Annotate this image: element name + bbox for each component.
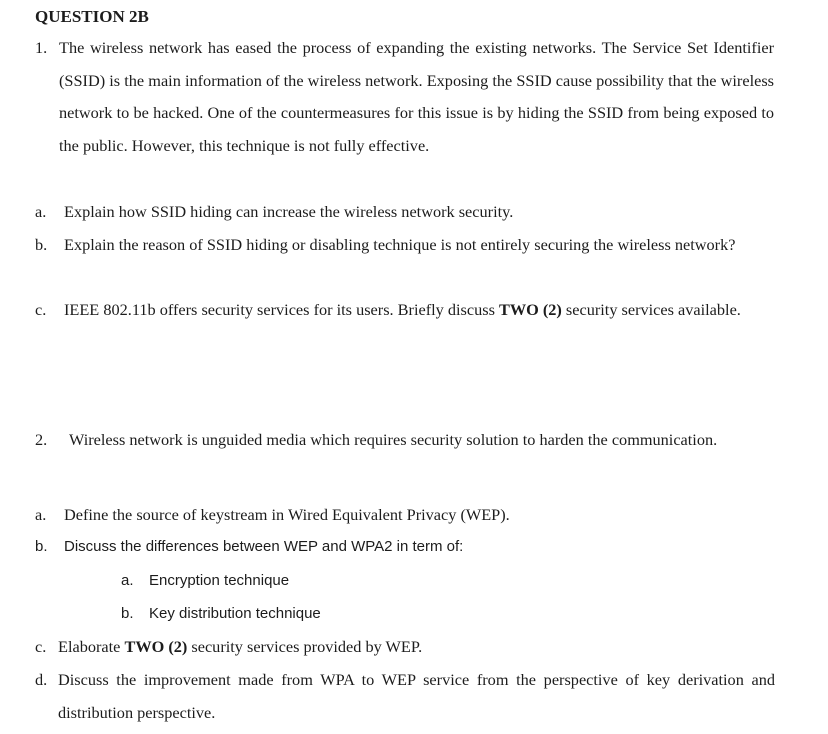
- question-2b-marker: b.: [35, 538, 48, 555]
- question-2-text: Wireless network is unguided media which requires security solution to harden the communication.: [69, 430, 718, 449]
- question-2d-text: Discuss the improvement made from WPA to WEP service from the perspective of key derivation and distribution perspective.: [58, 670, 775, 722]
- question-2c-text-end: security services provided by WEP.: [191, 637, 423, 656]
- question-2c-emphasis: TWO (2): [124, 637, 188, 656]
- question-2b: [35, 531, 780, 564]
- question-2c-text: [58, 631, 776, 664]
- question-1: [35, 32, 780, 197]
- question-1a: [35, 196, 780, 229]
- question-2d: [35, 664, 780, 730]
- question-1c: [35, 294, 780, 360]
- question-1a-text: Explain how SSID hiding can increase the wireless network security.: [64, 202, 514, 221]
- question-1c-emphasis: TWO (2): [498, 300, 562, 319]
- question-1b: [35, 229, 780, 295]
- question-2b-sub-a-marker: a.: [121, 572, 134, 589]
- question-2c-text-start: Elaborate: [58, 637, 121, 656]
- question-2-number: 2.: [35, 430, 48, 449]
- question-2b-sub-b-text: Key distribution technique: [149, 605, 321, 622]
- question-1-text: The wireless network has eased the process of expanding the existing networks. The Service Set Identifier (SSID) is the main information of the wireless network. Exposing the SSID cause possibility that the wireless network to be hacked. One of the countermeasures for this issue is by hiding the SSID from being exposed to the public. However, this technique is not fully effective.: [59, 38, 774, 155]
- question-2b-sub-b-marker: b.: [121, 605, 134, 622]
- question-1c-text-start: IEEE 802.11b offers security services for its users. Briefly discuss: [64, 300, 495, 319]
- question-1b-marker: b.: [35, 235, 48, 254]
- question-2b-sub-a-text: Encryption technique: [149, 572, 290, 589]
- question-2b-text: Discuss the differences between WEP and WPA2 in term of:: [64, 538, 464, 555]
- question-1c-text-end: security services available.: [565, 300, 741, 319]
- question-2b-sub-a: [121, 565, 621, 598]
- question-2: [35, 429, 780, 475]
- question-1a-marker: a.: [35, 202, 47, 221]
- question-2c: [35, 631, 780, 664]
- question-2a: [35, 499, 780, 532]
- question-title: QUESTION 2B: [35, 7, 149, 26]
- question-1b-text: Explain the reason of SSID hiding or disabling technique is not entirely securing the wireless network?: [64, 235, 736, 254]
- question-1c-marker: c.: [35, 300, 47, 319]
- question-2a-marker: a.: [35, 505, 47, 524]
- question-2a-text: Define the source of keystream in Wired Equivalent Privacy (WEP).: [64, 505, 510, 524]
- question-2d-marker: d.: [35, 670, 48, 689]
- question-1c-text: [64, 294, 775, 327]
- question-2c-marker: c.: [35, 637, 47, 656]
- question-2b-sub-b: [121, 598, 621, 631]
- question-1-number: 1.: [35, 38, 48, 57]
